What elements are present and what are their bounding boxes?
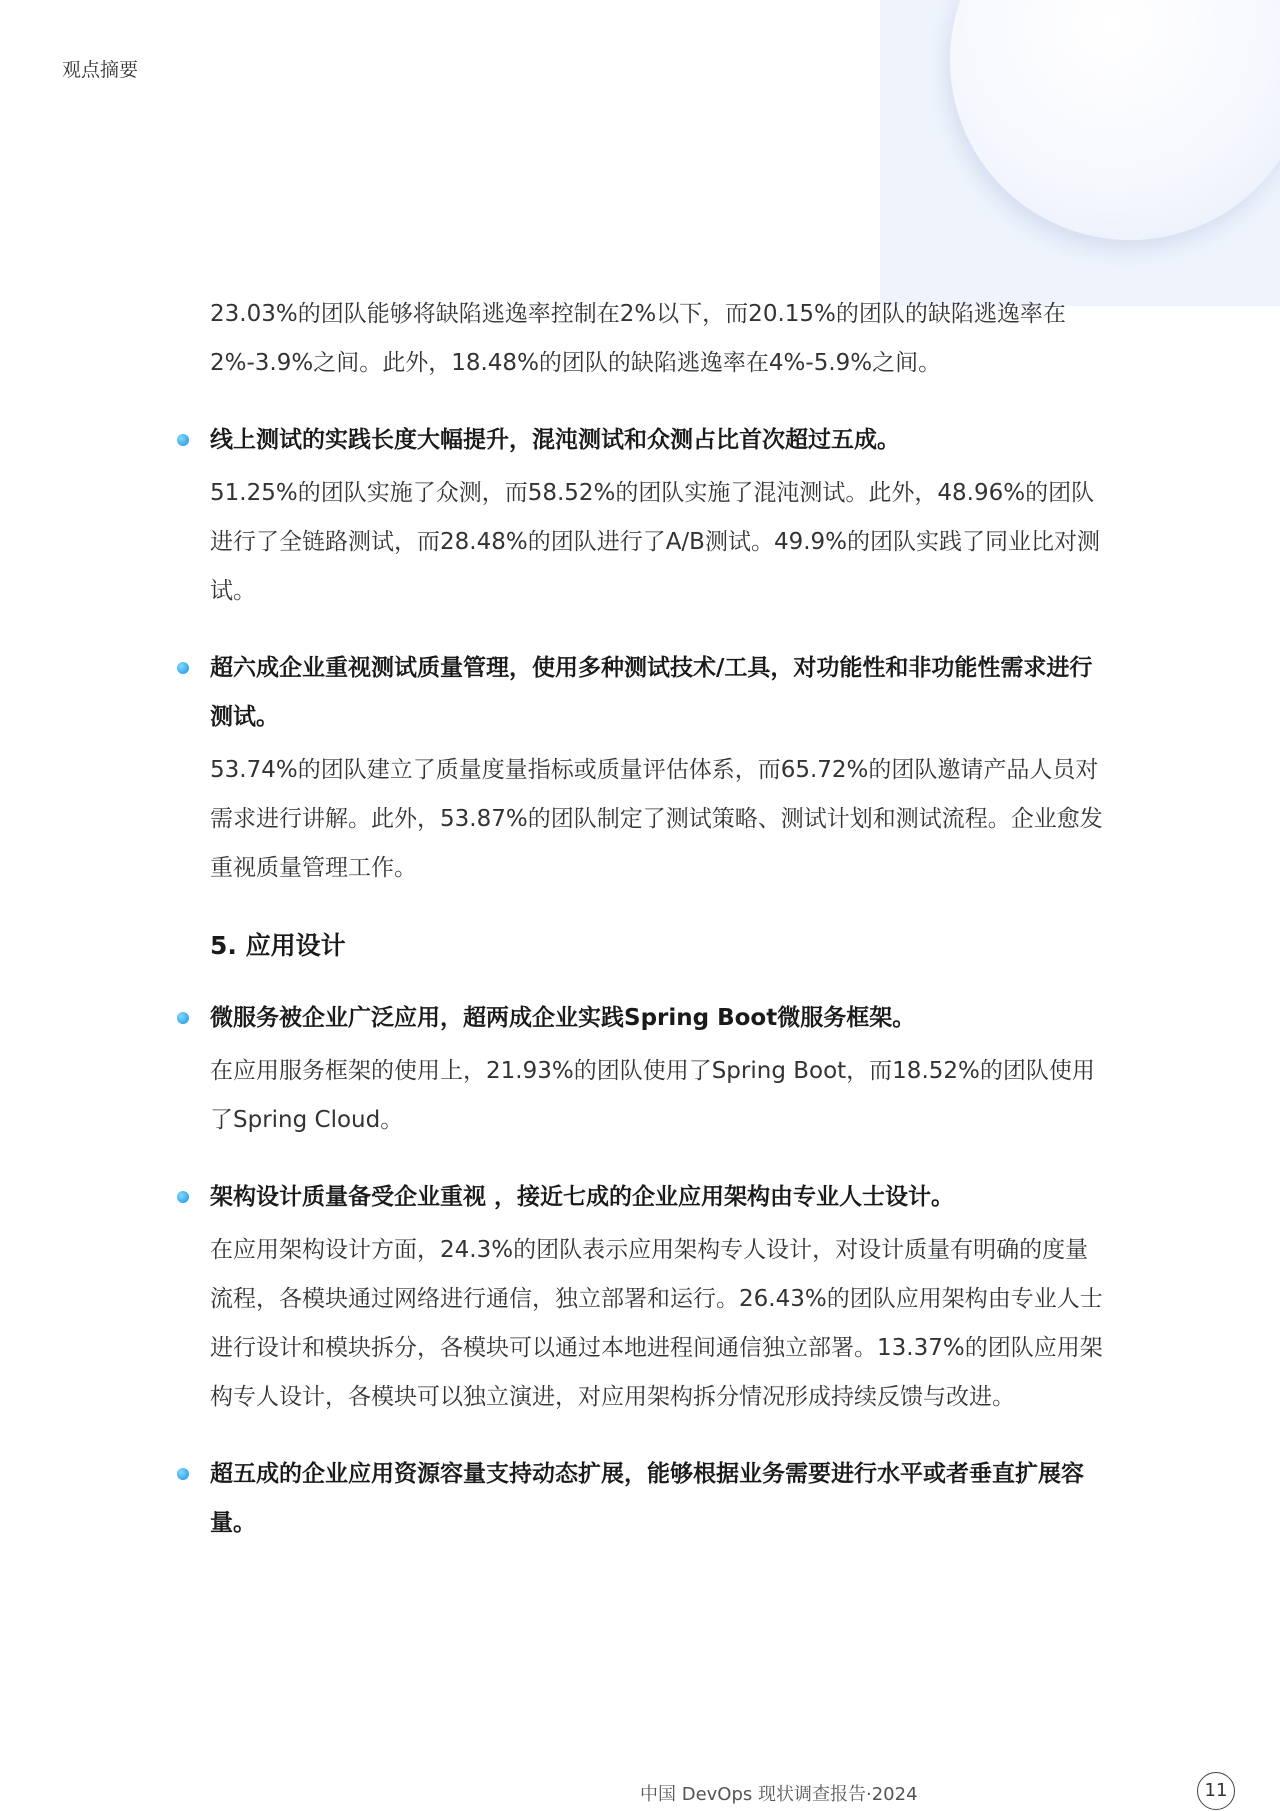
bullet-heading-text: 架构设计质量备受企业重视 ，接近七成的企业应用架构由专业人士设计。 xyxy=(210,1184,955,1210)
decorative-bubble xyxy=(950,0,1280,240)
running-header: 观点摘要 xyxy=(62,59,139,81)
paragraph-quality-management: 53.74%的团队建立了质量度量指标或质量评估体系，而65.72%的团队邀请产品人员对需求进行讲解。此外，53.87%的团队制定了测试策略、测试计划和测试流程。企业愈发重视质量管理工作。 xyxy=(210,757,1103,881)
bullet-heading-text: 超六成企业重视测试质量管理，使用多种测试技术/工具，对功能性和非功能性需求进行测试。 xyxy=(210,655,1093,730)
bullet-dot-icon xyxy=(177,434,189,446)
main-content xyxy=(210,290,1110,1552)
paragraph-architecture-design: 在应用架构设计方面，24.3%的团队表示应用架构专人设计，对设计质量有明确的度量流程，各模块通过网络进行通信，独立部署和运行。26.43%的团队应用架构由专业人士进行设计和模块拆分，各模块可以通过本地进程间通信独立部署。13.37%的团队应用架构专人设计，各模块可以独立演进，对应用架构拆分情况形成持续反馈与改进。 xyxy=(210,1237,1103,1410)
paragraph-defect-escape-rate: 23.03%的团队能够将缺陷逃逸率控制在2%以下，而20.15%的团队的缺陷逃逸率在2%-3.9%之间。此外，18.48%的团队的缺陷逃逸率在4%-5.9%之间。 xyxy=(210,301,1066,376)
bullet-dot-icon xyxy=(177,1012,189,1024)
bullet-heading-text: 微服务被企业广泛应用，超两成企业实践Spring Boot微服务框架。 xyxy=(210,1005,916,1031)
bullet-heading-architecture-design xyxy=(210,1173,1110,1222)
paragraph-microservices: 在应用服务框架的使用上，21.93%的团队使用了Spring Boot，而18.52%的团队使用了Spring Cloud。 xyxy=(210,1058,1095,1133)
bullet-dot-icon xyxy=(177,1468,189,1480)
page-number-badge: 11 xyxy=(1197,1772,1235,1810)
bullet-dot-icon xyxy=(177,662,189,674)
footer-report-title: 中国 DevOps 现状调查报告·2024 xyxy=(640,1784,918,1805)
section-title-application-design: 5. 应用设计 xyxy=(210,931,346,960)
bullet-dot-icon xyxy=(177,1191,189,1203)
bullet-heading-quality-management xyxy=(210,644,1110,742)
bullet-heading-text: 线上测试的实践长度大幅提升，混沌测试和众测占比首次超过五成。 xyxy=(210,427,900,453)
decorative-corner-panel xyxy=(880,0,1280,306)
paragraph-online-testing: 51.25%的团队实施了众测，而58.52%的团队实施了混沌测试。此外，48.96%的团队进行了全链路测试，而28.48%的团队进行了A/B测试。49.9%的团队实践了同业比对测试。 xyxy=(210,480,1101,604)
bullet-heading-text: 超五成的企业应用资源容量支持动态扩展，能够根据业务需要进行水平或者垂直扩展容量。 xyxy=(210,1461,1084,1536)
bullet-heading-microservices xyxy=(210,994,1110,1043)
bullet-heading-online-testing xyxy=(210,416,1110,465)
bullet-heading-resource-capacity xyxy=(210,1450,1110,1548)
